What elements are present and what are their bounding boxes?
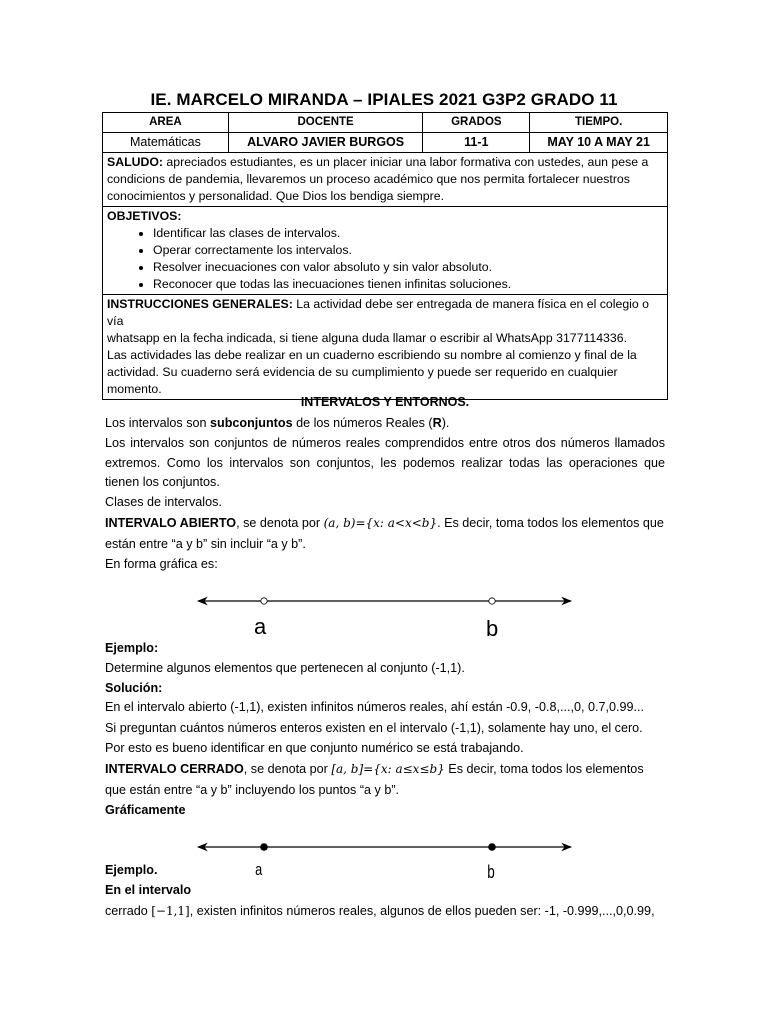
cerrado-math: [a, b]={x: a≤x≤b} [331, 762, 445, 776]
body-line-2: Los intervalos son conjuntos de números reales comprendidos entre otros dos números llamados [105, 436, 665, 450]
saludo-cell [103, 153, 668, 207]
value-docente: ALVARO JAVIER BURGOS [228, 133, 423, 153]
text-run: . Es decir, toma todos los elementos que [437, 516, 664, 530]
text-run: de los números Reales ( [292, 416, 433, 430]
instrucciones-row [103, 295, 668, 400]
text-run-bold: R [432, 416, 442, 430]
header-docente: DOCENTE [228, 113, 423, 133]
open-point-b [489, 598, 495, 604]
header-area: AREA [103, 113, 229, 133]
section-title: INTERVALOS Y ENTORNOS. [300, 395, 470, 409]
cerrado-label: INTERVALO CERRADO [105, 762, 244, 776]
instrucciones-line-2: whatsapp en la fecha indicada, si tiene alguna duda llamar o escribir al WhatsApp 3177114336. [107, 331, 627, 345]
body-line-1 [105, 415, 665, 431]
abierto-math: (a, b)={x: a<x<b} [323, 516, 438, 530]
text-run: Es decir, toma todos los elementos [444, 762, 644, 776]
instrucciones-line-1: La actividad debe ser entregada de manera física en el colegio o vía [107, 297, 650, 328]
objetivo-item: • Identificar las clases de intervalos. [153, 225, 663, 242]
objetivo-item: • Reconocer que todas las inecuaciones tienen infinitas soluciones. [153, 276, 663, 293]
closed-label-b: b [487, 862, 495, 882]
page-title: IE. MARCELO MIRANDA – IPIALES 2021 G3P2 GRADO 11 [150, 90, 618, 109]
body-line-3: extremos. Como los intervalos son conjuntos, les podemos realizar todas las operaciones que [105, 456, 665, 470]
body-line-4: tienen los conjuntos. [105, 475, 220, 489]
abierto-line-2: están entre “a y b” sin incluir “a y b”. [105, 537, 306, 551]
body-line-5: Clases de intervalos. [105, 495, 222, 509]
objetivos-label: OBJETIVOS: [107, 209, 182, 223]
info-table [102, 112, 668, 400]
text-run: cerrado [105, 904, 152, 918]
ejemplo-2-line-2 [105, 903, 665, 919]
ejemplo-1-text: Determine algunos elementos que pertenecen al conjunto (-1,1). [105, 661, 465, 675]
abierto-label: INTERVALO ABIERTO [105, 516, 237, 530]
instrucciones-label: INSTRUCCIONES GENERALES: [107, 297, 293, 311]
solucion-line-1: En el intervalo abierto (-1,1), existen infinitos números reales, ahí están -0.9, -0.8,...,0, 0.7,0.99... [105, 700, 645, 714]
text-run: , existen infinitos números reales, algunos de ellos pueden ser: -1, -0.999,...,0,0.99, [189, 904, 655, 918]
open-label-b: b [486, 616, 499, 641]
solucion-line-3: Por esto es bueno identificar en que conjunto numérico se está trabajando. [105, 741, 524, 755]
cerrado-line-2: que están entre “a y b” incluyendo los puntos “a y b”. [105, 783, 400, 797]
objetivos-cell [103, 207, 668, 295]
grafica-label: En forma gráfica es: [105, 557, 218, 571]
objetivo-item: • Operar correctamente los intervalos. [153, 242, 663, 259]
instrucciones-line-5: momento. [107, 382, 162, 396]
ejemplo-1-label: Ejemplo: [105, 641, 159, 655]
abierto-line [105, 515, 665, 531]
instrucciones-line-3: Las actividades las debe realizar en un cuaderno escribiendo su nombre al comienzo y final de la [107, 348, 637, 362]
value-area: Matemáticas [103, 133, 229, 153]
objetivos-list [107, 225, 663, 293]
open-label-a: a [254, 614, 267, 639]
ejemplo-2-line-1: En el intervalo [105, 883, 192, 897]
instrucciones-cell [103, 295, 668, 400]
value-row [103, 133, 668, 153]
closed-point-a [260, 843, 268, 851]
header-row [103, 113, 668, 133]
saludo-line-3: conocimientos y personalidad. Que Dios los bendiga siempre. [107, 189, 444, 203]
text-run: Los intervalos son [105, 416, 211, 430]
graficamente-label: Gráficamente [105, 803, 186, 817]
value-grados: 11-1 [423, 133, 530, 153]
saludo-label: SALUDO: [107, 155, 164, 169]
text-run-bold: subconjuntos [210, 416, 293, 430]
open-point-a [261, 598, 267, 604]
solucion-line-2: Si preguntan cuántos números enteros existen en el intervalo (-1,1), solamente hay uno, el cero. [105, 721, 643, 735]
closed-point-b [488, 843, 496, 851]
text-run: , se denota por [236, 516, 324, 530]
text-run: ). [441, 416, 450, 430]
header-grados: GRADOS [423, 113, 530, 133]
value-tiempo: MAY 10 A MAY 21 [530, 133, 668, 153]
objetivos-row [103, 207, 668, 295]
ejemplo-2-math: [−1,1] [151, 904, 190, 918]
instrucciones-line-4: actividad. Su cuaderno será evidencia de su cumplimiento y puede ser requerido en cualquier [107, 365, 618, 379]
header-tiempo: TIEMPO. [530, 113, 668, 133]
solucion-label: Solución: [105, 681, 163, 695]
saludo-line-1: apreciados estudiantes, es un placer iniciar una labor formativa con ustedes, aun pese a [163, 155, 649, 169]
text-run: , se denota por [243, 762, 332, 776]
cerrado-line [105, 761, 665, 777]
closed-label-a: a [255, 860, 263, 879]
ejemplo-2-label: Ejemplo. [105, 863, 158, 877]
saludo-row [103, 153, 668, 207]
objetivo-item: • Resolver inecuaciones con valor absoluto y sin valor absoluto. [153, 259, 663, 276]
saludo-line-2: condicions de pandemia, llevaremos un proceso académico que nos permita fortalecer nuestros [107, 172, 630, 186]
